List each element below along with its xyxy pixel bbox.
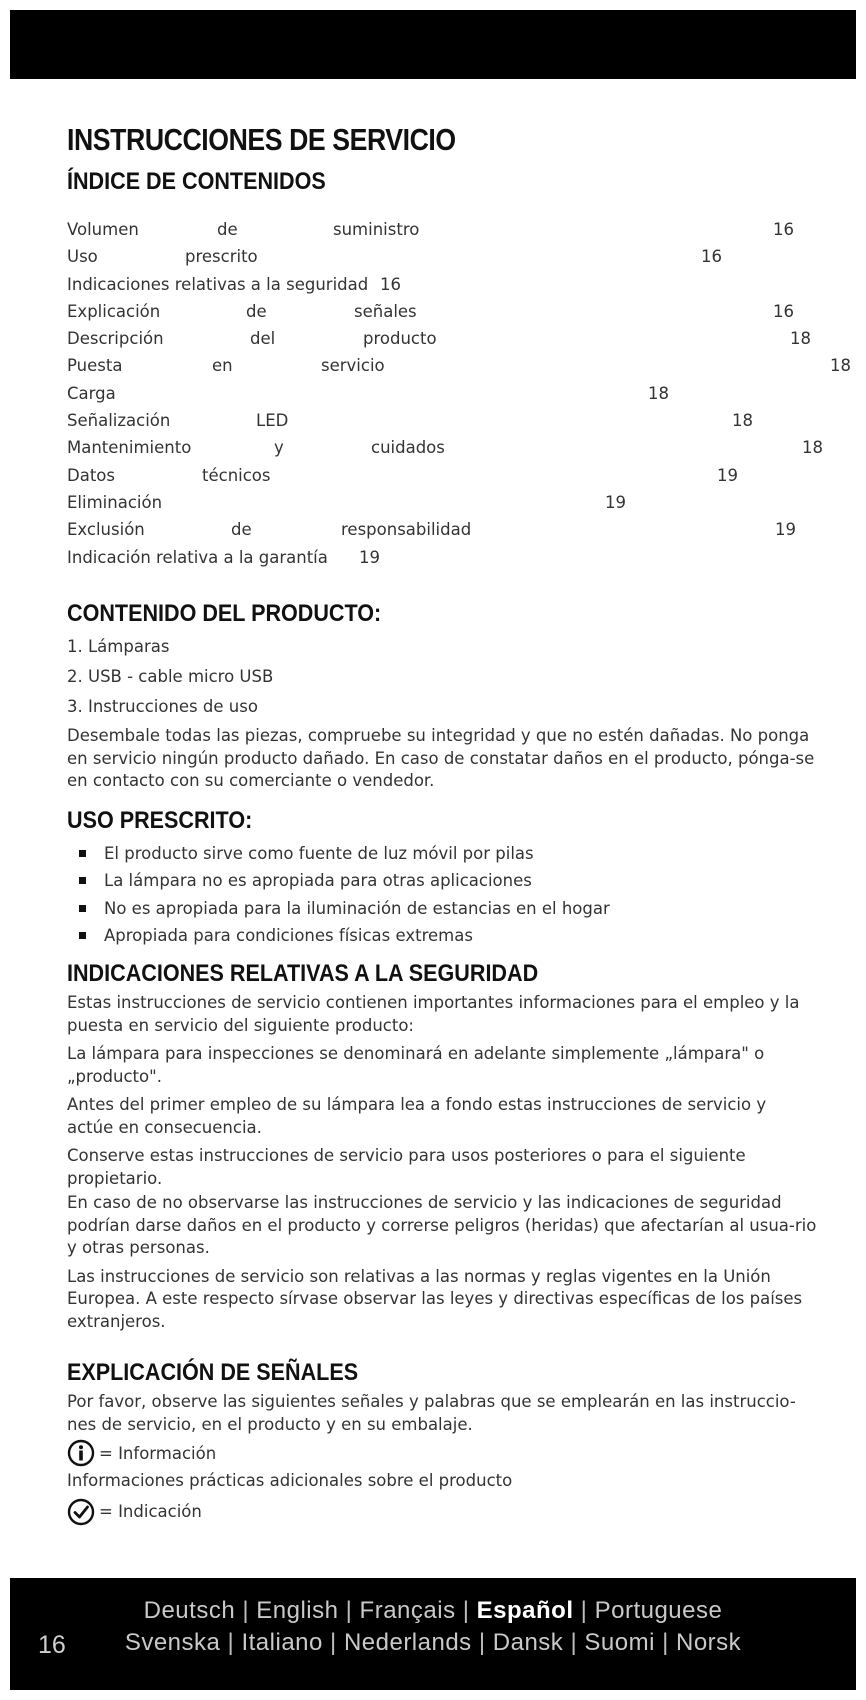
usage-item-text: La lámpara no es apropiada para otras aplicaciones: [104, 871, 532, 891]
language-deutsch[interactable]: Deutsch: [143, 1597, 236, 1624]
toc-page: 18: [830, 356, 851, 376]
signals-section: [67, 1357, 817, 1527]
language-norsk[interactable]: Norsk: [675, 1629, 742, 1656]
list-item: 3. Instrucciones de uso: [67, 697, 258, 716]
safety-paragraph: La lámpara para inspecciones se denominará en adelante simplemente „lámpara" o „producto".: [67, 1044, 765, 1086]
language-dansk[interactable]: Dansk: [492, 1629, 564, 1656]
toc-page: 16: [380, 274, 401, 294]
toc-word: prescrito: [185, 247, 258, 267]
contents-section: [67, 598, 817, 793]
toc-row[interactable]: [67, 352, 866, 379]
language-line-2: Svenska | Italiano | Nederlands | Dansk | Suomi | Norsk: [124, 1629, 742, 1656]
toc-word: suministro: [333, 220, 420, 239]
toc-row[interactable]: [67, 434, 866, 461]
list-item: [79, 867, 817, 894]
contents-heading: CONTENIDO DEL PRODUCTO:: [67, 600, 382, 627]
footer-bar: [10, 1578, 856, 1690]
list-item: 1. Lámparas: [67, 637, 170, 656]
toc-word: Descripción: [67, 329, 164, 349]
toc-word: en: [212, 356, 233, 376]
bullet-icon: [79, 877, 86, 884]
page-number: 16: [38, 1631, 66, 1659]
toc-word: de: [246, 301, 267, 321]
toc-row[interactable]: [67, 380, 866, 407]
toc-word: de: [231, 520, 252, 540]
list-item: [79, 922, 817, 949]
safety-heading: INDICACIONES RELATIVAS A LA SEGURIDAD: [67, 960, 539, 987]
toc-word: del: [250, 329, 276, 349]
toc-word: Eliminación: [67, 492, 163, 512]
usage-item-text: El producto sirve como fuente de luz móvil por pilas: [104, 844, 534, 863]
table-of-contents: [67, 216, 866, 571]
list-item: [79, 840, 817, 867]
toc-page: 19: [605, 492, 626, 512]
toc-word: técnicos: [202, 465, 271, 485]
toc-row[interactable]: [67, 325, 866, 352]
toc-word: Señalización: [67, 411, 171, 431]
check-sign-row: [67, 1497, 817, 1527]
info-sign-row: [67, 1438, 817, 1468]
toc-word: Indicación relativa a la garantía: [67, 547, 328, 567]
usage-heading: USO PRESCRITO:: [67, 807, 253, 834]
toc-row[interactable]: [67, 298, 866, 325]
bullet-icon: [79, 932, 86, 939]
toc-row[interactable]: [67, 462, 866, 489]
safety-section: [67, 958, 817, 1333]
language-italiano[interactable]: Italiano: [241, 1629, 323, 1656]
toc-page: 18: [648, 383, 669, 403]
toc-page: 18: [790, 329, 811, 349]
toc-row[interactable]: [67, 407, 866, 434]
language-portuguese[interactable]: Portuguese: [594, 1597, 723, 1624]
safety-paragraph: Conserve estas instrucciones de servicio para usos posteriores o para el siguiente propietario.: [67, 1146, 746, 1188]
check-label: = Indicación: [99, 1502, 202, 1521]
toc-word: Carga: [67, 383, 116, 403]
toc-page: 16: [701, 247, 722, 267]
bullet-icon: [79, 850, 86, 857]
page-title: INSTRUCCIONES DE SERVICIO: [67, 122, 456, 157]
toc-word: señales: [354, 301, 417, 321]
toc-row[interactable]: [67, 544, 866, 571]
toc-word: de: [217, 220, 238, 239]
usage-section: [67, 805, 817, 949]
toc-word: Explicación: [67, 301, 161, 321]
toc-page: 19: [717, 465, 738, 485]
toc-page: 18: [802, 438, 823, 458]
language-suomi[interactable]: Suomi: [584, 1629, 655, 1656]
language-english[interactable]: English: [256, 1597, 339, 1624]
safety-paragraph: Estas instrucciones de servicio contienen importantes informaciones para el empleo y la puesta en servicio del siguiente producto:: [67, 993, 800, 1035]
toc-word: Datos: [67, 465, 115, 485]
language-espanol-active[interactable]: Español: [476, 1597, 574, 1624]
usage-item-text: Apropiada para condiciones físicas extremas: [104, 925, 473, 945]
toc-word: Exclusión: [67, 520, 145, 540]
toc-word: y: [274, 438, 284, 458]
language-svenska[interactable]: Svenska: [124, 1629, 221, 1656]
list-item: [79, 895, 817, 922]
toc-word: servicio: [321, 356, 385, 376]
toc-page: 16: [773, 220, 794, 239]
safety-paragraph: Antes del primer empleo de su lámpara lea a fondo estas instrucciones de servicio y actúe en consecuencia.: [67, 1095, 767, 1137]
toc-row[interactable]: [67, 489, 866, 516]
safety-paragraph: Las instrucciones de servicio son relativas a las normas y reglas vigentes en la Unión Europea. A este respecto sírvase observar las leyes y directivas específicas de los países extranjeros.: [67, 1266, 803, 1331]
usage-list: [67, 840, 817, 949]
toc-heading: ÍNDICE DE CONTENIDOS: [67, 168, 326, 195]
contents-note: Desembale todas las piezas, compruebe su integridad y que no estén dañadas. No ponga en servicio ningún producto dañado. En caso de constatar daños en el producto, pónga-se en contacto con su comerciante o vendedor.: [67, 726, 815, 790]
toc-row[interactable]: [67, 271, 866, 298]
list-item: 2. USB - cable micro USB: [67, 667, 274, 686]
toc-row[interactable]: [67, 243, 866, 270]
usage-item-text: No es apropiada para la iluminación de estancias en el hogar: [104, 898, 610, 918]
info-description: Informaciones prácticas adicionales sobre el producto: [67, 1471, 513, 1490]
toc-row[interactable]: [67, 216, 866, 243]
toc-word: Volumen: [67, 220, 139, 239]
toc-page: 18: [732, 411, 753, 431]
toc-page: 16: [773, 301, 794, 321]
toc-page: 19: [359, 547, 380, 567]
contents-list: [67, 632, 817, 722]
toc-word: cuidados: [371, 438, 445, 458]
toc-word: Puesta: [67, 356, 123, 376]
toc-word: responsabilidad: [341, 520, 472, 540]
checkmark-icon: [67, 1498, 95, 1526]
signals-intro: Por favor, observe las siguientes señales y palabras que se emplearán en las instruccio-nes de servicio, en el producto y en su embalaje.: [67, 1392, 796, 1434]
signals-heading: EXPLICACIÓN DE SEÑALES: [67, 1359, 359, 1386]
language-nederlands[interactable]: Nederlands: [343, 1629, 472, 1656]
info-label: = Información: [99, 1443, 217, 1463]
toc-word: LED: [256, 411, 289, 431]
toc-word: Uso: [67, 247, 98, 267]
bullet-icon: [79, 905, 86, 912]
safety-paragraph: En caso de no observarse las instrucciones de servicio y las indicaciones de seguridad podrían darse daños en el producto y correrse peligros (heridas) que afectarían al usua-rio y otras personas.: [67, 1193, 817, 1257]
toc-page: 19: [775, 520, 796, 540]
top-black-bar: [10, 10, 856, 79]
toc-word: producto: [363, 329, 437, 349]
language-francais[interactable]: Français: [359, 1597, 456, 1624]
info-icon: [67, 1439, 95, 1467]
toc-word: Mantenimiento: [67, 438, 192, 458]
toc-row[interactable]: [67, 516, 866, 543]
toc-word: Indicaciones relativas a la seguridad: [67, 274, 369, 294]
main-content: [67, 118, 817, 198]
language-line-1: Deutsch | English | Français | Español | Portuguese: [143, 1597, 723, 1624]
